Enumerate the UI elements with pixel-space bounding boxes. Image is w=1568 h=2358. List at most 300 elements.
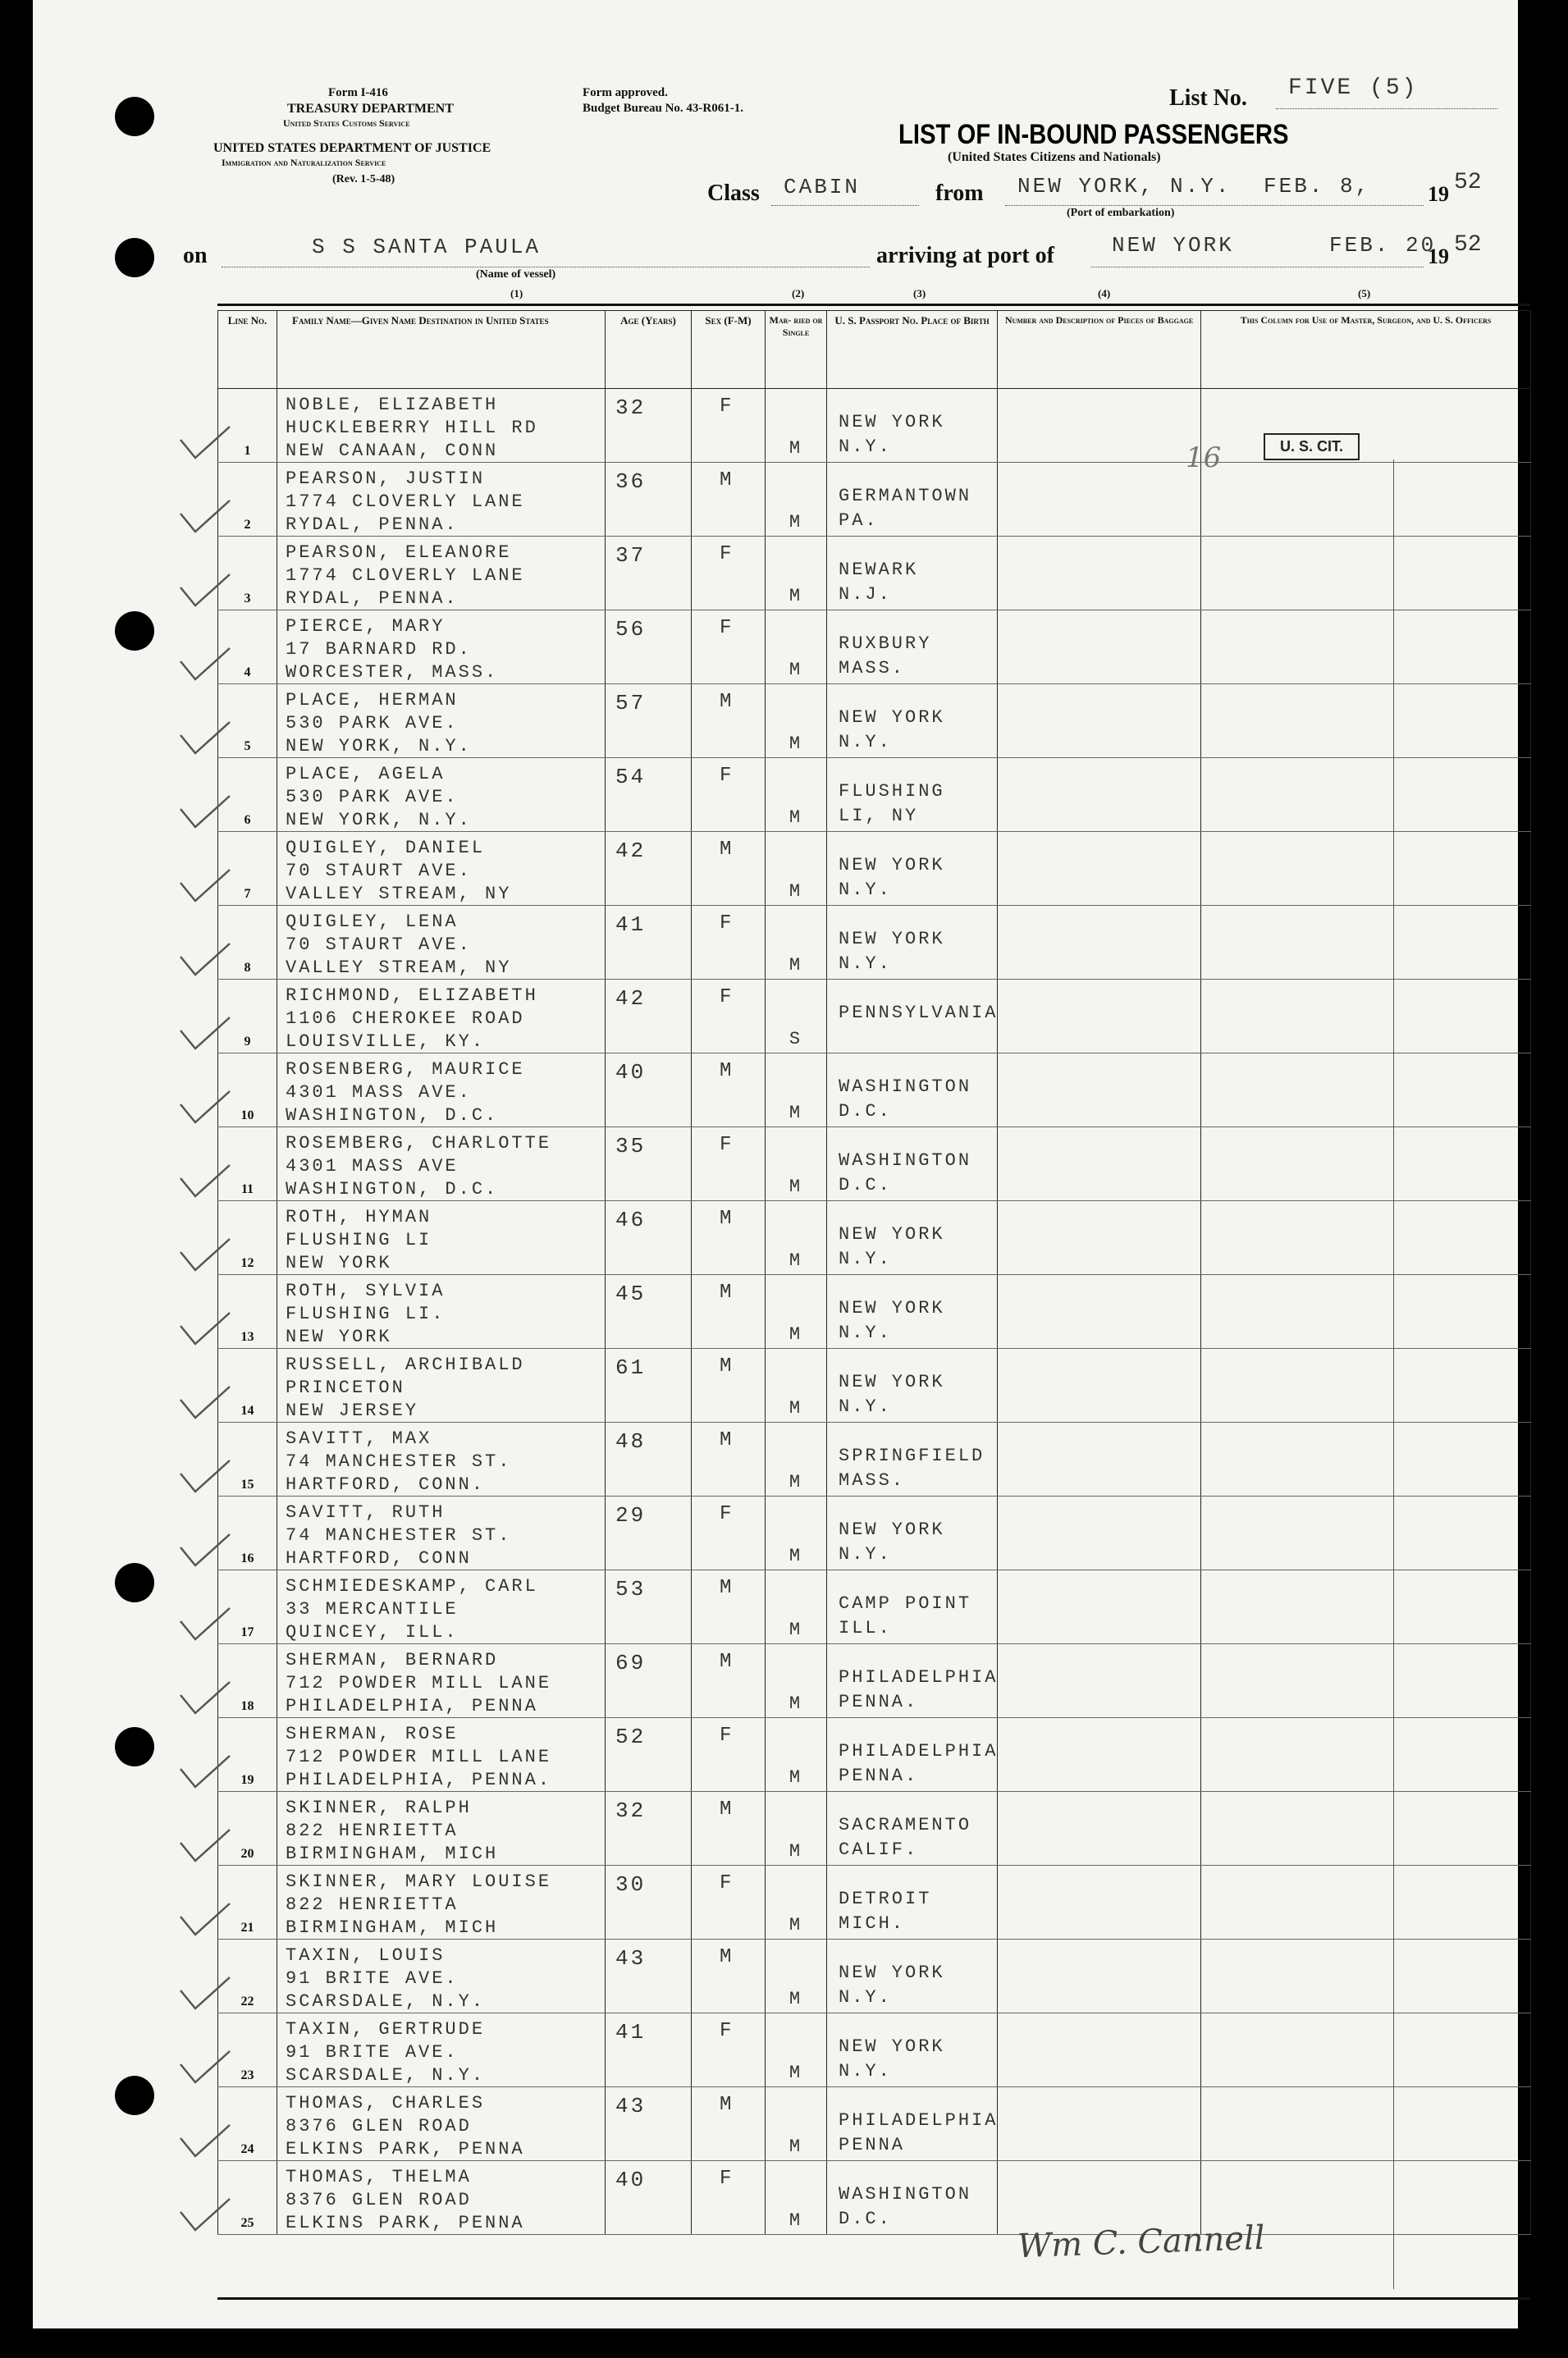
table-row — [218, 906, 1531, 980]
sex-cell — [692, 1718, 766, 1792]
sex-value: F — [720, 2168, 734, 2190]
checkmark-icon — [176, 1234, 233, 1275]
officer-signature: Wm C. Cannell — [1017, 2219, 1266, 2266]
age-value: 54 — [615, 765, 647, 789]
line-cell — [218, 1201, 277, 1275]
birthplace-cell — [827, 463, 998, 537]
table-row — [218, 1497, 1531, 1570]
baggage-cell — [998, 980, 1201, 1053]
line-cell — [218, 832, 277, 906]
birthplace-line-1: SPRINGFIELD — [839, 1446, 985, 1466]
passenger-name: TAXIN, LOUIS — [286, 1945, 446, 1966]
baggage-cell — [998, 906, 1201, 980]
passenger-name: PLACE, HERMAN — [286, 690, 459, 711]
baggage-cell — [998, 1497, 1201, 1570]
birthplace-line-2: PA. — [839, 510, 879, 531]
married-cell — [766, 1718, 827, 1792]
line-number: 11 — [240, 1182, 254, 1196]
birthplace-line-1: WASHINGTON — [839, 2184, 972, 2205]
age-cell — [606, 906, 692, 980]
sex-value: F — [720, 617, 734, 639]
marital-value: M — [789, 1620, 803, 1640]
table-row — [218, 1718, 1531, 1792]
line-number: 19 — [240, 1773, 254, 1787]
punch-hole-icon — [115, 2076, 154, 2115]
passenger-name: TAXIN, GERTRUDE — [286, 2019, 486, 2040]
passenger-name: SAVITT, MAX — [286, 1428, 432, 1449]
line-number: 10 — [240, 1108, 254, 1122]
birthplace-line-2: N.Y. — [839, 2061, 892, 2082]
baggage-cell — [998, 463, 1201, 537]
age-value: 43 — [615, 2094, 647, 2118]
age-cell — [606, 1644, 692, 1718]
officers-cell — [1201, 758, 1531, 832]
birthplace-cell — [827, 1275, 998, 1349]
table-row — [218, 1053, 1531, 1127]
line-cell — [218, 980, 277, 1053]
name-cell — [277, 1866, 606, 1940]
officers-cell — [1201, 1792, 1531, 1866]
baggage-cell — [998, 1275, 1201, 1349]
sex-cell — [692, 980, 766, 1053]
name-cell — [277, 1127, 606, 1201]
married-cell — [766, 389, 827, 463]
passenger-name: ROTH, SYLVIA — [286, 1281, 446, 1301]
table-row — [218, 1423, 1531, 1497]
birthplace-line-2: D.C. — [839, 2209, 892, 2229]
embarkation-caption: (Port of embarkation) — [1067, 207, 1175, 219]
address-line-1: 91 BRITE AVE. — [286, 1968, 459, 1989]
line-number: 4 — [244, 665, 251, 679]
vessel-caption: (Name of vessel) — [476, 268, 556, 281]
officers-cell — [1201, 1053, 1531, 1127]
married-cell — [766, 684, 827, 758]
class-value: CABIN — [784, 175, 861, 199]
table-row — [218, 1201, 1531, 1275]
officers-cell — [1201, 980, 1531, 1053]
marital-value: M — [789, 1103, 803, 1123]
address-line-1: 70 STAURT AVE. — [286, 861, 472, 881]
table-row — [218, 684, 1531, 758]
treasury-department: TREASURY DEPARTMENT — [287, 102, 454, 116]
birthplace-cell — [827, 832, 998, 906]
address-line-1: 1106 CHEROKEE ROAD — [286, 1008, 525, 1029]
line-number: 5 — [244, 739, 251, 753]
birthplace-cell — [827, 684, 998, 758]
baggage-cell — [998, 1423, 1201, 1497]
married-cell — [766, 1792, 827, 1866]
age-value: 40 — [615, 2168, 647, 2192]
marital-value: M — [789, 2136, 803, 2157]
officers-cell — [1201, 1718, 1531, 1792]
customs-service: United States Customs Service — [283, 117, 410, 129]
sex-cell — [692, 1644, 766, 1718]
marital-value: M — [789, 1693, 803, 1714]
marital-value: M — [789, 733, 803, 754]
age-value: 42 — [615, 986, 647, 1011]
birthplace-cell — [827, 1792, 998, 1866]
line-cell — [218, 2087, 277, 2161]
col-age: Age (Years) — [606, 311, 692, 389]
marital-value: M — [789, 512, 803, 532]
married-cell — [766, 758, 827, 832]
birthplace-line-1: NEW YORK — [839, 707, 945, 728]
sex-value: F — [720, 986, 734, 1008]
marital-value: M — [789, 1472, 803, 1492]
age-cell — [606, 1866, 692, 1940]
checkmark-icon — [176, 1529, 233, 1570]
officers-cell — [1201, 389, 1531, 463]
officers-cell — [1201, 1866, 1531, 1940]
age-cell — [606, 1349, 692, 1423]
col-passport-birthplace: U. S. Passport No. Place of Birth — [827, 311, 998, 389]
address-line-2: SCARSDALE, N.Y. — [286, 1991, 486, 2012]
age-value: 29 — [615, 1503, 647, 1528]
baggage-cell — [998, 1866, 1201, 1940]
checkmark-icon — [176, 791, 233, 832]
line-number: 22 — [240, 1995, 254, 2008]
married-cell — [766, 2161, 827, 2235]
checkmark-icon — [176, 496, 233, 537]
officers-cell — [1201, 1349, 1531, 1423]
officers-cell — [1201, 1275, 1531, 1349]
budget-bureau: Budget Bureau No. 43-R061-1. — [583, 102, 743, 115]
birthplace-line-2: N.Y. — [839, 953, 892, 974]
birthplace-line-2: N.Y. — [839, 436, 892, 457]
name-cell — [277, 1423, 606, 1497]
married-cell — [766, 1349, 827, 1423]
age-value: 56 — [615, 617, 647, 642]
table-row — [218, 1792, 1531, 1866]
baggage-cell — [998, 1201, 1201, 1275]
married-cell — [766, 1570, 827, 1644]
married-cell — [766, 1127, 827, 1201]
address-line-2: BIRMINGHAM, MICH — [286, 1844, 499, 1864]
birthplace-line-2: N.Y. — [839, 1323, 892, 1343]
address-line-1: 4301 MASS AVE — [286, 1156, 459, 1177]
passenger-name: SHERMAN, ROSE — [286, 1724, 459, 1744]
checkmark-icon — [176, 1972, 233, 2013]
baggage-cell — [998, 2013, 1201, 2087]
married-cell — [766, 1866, 827, 1940]
table-row — [218, 537, 1531, 610]
checkmark-icon — [176, 1160, 233, 1201]
age-cell — [606, 2087, 692, 2161]
sex-cell — [692, 537, 766, 610]
line-cell — [218, 389, 277, 463]
birthplace-cell — [827, 1497, 998, 1570]
married-cell — [766, 1497, 827, 1570]
married-cell — [766, 906, 827, 980]
birthplace-cell — [827, 1644, 998, 1718]
line-number: 14 — [240, 1404, 254, 1418]
name-cell — [277, 1792, 606, 1866]
address-line-1: 17 BARNARD RD. — [286, 639, 472, 660]
officers-cell — [1201, 2087, 1531, 2161]
birthplace-line-1: NEW YORK — [839, 1963, 945, 1983]
birthplace-line-1: DETROIT — [839, 1889, 932, 1909]
name-cell — [277, 2087, 606, 2161]
officers-cell — [1201, 2013, 1531, 2087]
passenger-table — [217, 310, 1531, 2235]
address-line-1: 33 MERCANTILE — [286, 1599, 459, 1620]
officers-cell — [1201, 1497, 1531, 1570]
age-cell — [606, 1940, 692, 2013]
birthplace-line-1: NEW YORK — [839, 2036, 945, 2057]
sex-cell — [692, 2161, 766, 2235]
line-cell — [218, 1718, 277, 1792]
line-number: 12 — [240, 1256, 254, 1270]
on-label: on — [183, 243, 208, 268]
name-cell — [277, 2013, 606, 2087]
form-approved: Form approved. — [583, 86, 668, 99]
address-line-1: 712 POWDER MILL LANE — [286, 1673, 552, 1693]
birthplace-cell — [827, 2087, 998, 2161]
age-value: 53 — [615, 1577, 647, 1602]
line-number: 13 — [240, 1330, 254, 1344]
marital-value: M — [789, 1177, 803, 1197]
passenger-name: ROSEMBERG, CHARLOTTE — [286, 1133, 552, 1154]
married-cell — [766, 2013, 827, 2087]
address-line-1: 70 STAURT AVE. — [286, 935, 472, 955]
address-line-2: PHILADELPHIA, PENNA — [286, 1696, 538, 1716]
name-cell — [277, 980, 606, 1053]
arrival-year-prefix: 19 — [1428, 244, 1449, 268]
checkmark-icon — [176, 1825, 233, 1866]
line-cell — [218, 684, 277, 758]
passenger-name: PEARSON, JUSTIN — [286, 468, 486, 489]
address-line-2: NEW YORK, N.Y. — [286, 810, 472, 830]
address-line-2: LOUISVILLE, KY. — [286, 1031, 486, 1052]
married-cell — [766, 463, 827, 537]
sex-value: M — [720, 1946, 734, 1968]
birthplace-cell — [827, 2013, 998, 2087]
sex-value: M — [720, 1429, 734, 1451]
address-line-1: HUCKLEBERRY HILL RD — [286, 418, 538, 438]
sex-cell — [692, 1940, 766, 2013]
age-value: 41 — [615, 2020, 647, 2045]
officers-cell — [1201, 537, 1531, 610]
col-num-5: (5) — [1358, 287, 1371, 299]
marital-value: M — [789, 586, 803, 606]
address-line-1: 74 MANCHESTER ST. — [286, 1525, 512, 1546]
table-row — [218, 758, 1531, 832]
checkmark-icon — [176, 2194, 233, 2235]
passenger-name: PEARSON, ELEANORE — [286, 542, 512, 563]
name-cell — [277, 1644, 606, 1718]
baggage-cell — [998, 1940, 1201, 2013]
line-cell — [218, 1866, 277, 1940]
birthplace-cell — [827, 1940, 998, 2013]
age-value: 42 — [615, 839, 647, 863]
age-cell — [606, 389, 692, 463]
married-cell — [766, 1644, 827, 1718]
age-value: 32 — [615, 395, 647, 420]
marital-value: M — [789, 1841, 803, 1862]
checkmark-icon — [176, 422, 233, 463]
birthplace-cell — [827, 389, 998, 463]
naturalization-service: Immigration and Naturalization Service — [222, 157, 386, 168]
sex-cell — [692, 1866, 766, 1940]
birthplace-line-2: N.Y. — [839, 1249, 892, 1269]
checkmark-icon — [176, 2120, 233, 2161]
line-cell — [218, 537, 277, 610]
line-cell — [218, 2161, 277, 2235]
table-row — [218, 2087, 1531, 2161]
table-row — [218, 610, 1531, 684]
line-cell — [218, 1792, 277, 1866]
table-row — [218, 1275, 1531, 1349]
sex-value: M — [720, 1651, 734, 1673]
marital-value: M — [789, 807, 803, 828]
baggage-cell — [998, 1570, 1201, 1644]
address-line-1: 530 PARK AVE. — [286, 787, 459, 807]
line-number: 18 — [240, 1699, 254, 1713]
address-line-2: QUINCEY, ILL. — [286, 1622, 459, 1643]
marital-value: M — [789, 1324, 803, 1345]
from-year: 52 — [1454, 170, 1482, 195]
col-num-3: (3) — [913, 287, 926, 299]
table-row — [218, 980, 1531, 1053]
sex-value: F — [720, 395, 734, 418]
birthplace-line-2: D.C. — [839, 1175, 892, 1195]
married-cell — [766, 980, 827, 1053]
name-cell — [277, 684, 606, 758]
address-line-2: HARTFORD, CONN. — [286, 1474, 486, 1495]
line-cell — [218, 906, 277, 980]
age-value: 61 — [615, 1355, 647, 1380]
address-line-1: 1774 CLOVERLY LANE — [286, 565, 525, 586]
arrival-port: NEW YORK — [1112, 233, 1234, 258]
sex-cell — [692, 1497, 766, 1570]
sex-cell — [692, 463, 766, 537]
marital-value: M — [789, 1989, 803, 2009]
address-line-1: 530 PARK AVE. — [286, 713, 459, 733]
line-cell — [218, 463, 277, 537]
sex-cell — [692, 610, 766, 684]
checkmark-icon — [176, 569, 233, 610]
birthplace-line-2: N.Y. — [839, 1987, 892, 2008]
col-officers-use: This Column for Use of Master, Surgeon, and U. S. Officers — [1201, 311, 1531, 389]
birthplace-line-2: D.C. — [839, 1101, 892, 1122]
officers-cell — [1201, 1127, 1531, 1201]
birthplace-line-2: N.Y. — [839, 1544, 892, 1565]
checkmark-icon — [176, 1455, 233, 1497]
address-line-1: 91 BRITE AVE. — [286, 2042, 459, 2063]
line-cell — [218, 1570, 277, 1644]
checkmark-icon — [176, 2046, 233, 2087]
officers-cell — [1201, 684, 1531, 758]
sex-value: M — [720, 1355, 734, 1378]
table-row — [218, 1570, 1531, 1644]
birthplace-line-2: ILL. — [839, 1618, 892, 1638]
col-married: Mar- ried or Single — [766, 311, 827, 389]
table-row — [218, 1127, 1531, 1201]
birthplace-cell — [827, 1127, 998, 1201]
punch-hole-icon — [115, 1727, 154, 1766]
table-row — [218, 1866, 1531, 1940]
baggage-cell — [998, 1349, 1201, 1423]
sex-cell — [692, 389, 766, 463]
officers-cell — [1201, 1940, 1531, 2013]
marital-value: M — [789, 1250, 803, 1271]
birthplace-cell — [827, 1866, 998, 1940]
from-year-prefix: 19 — [1428, 182, 1449, 206]
line-cell — [218, 1053, 277, 1127]
line-number: 15 — [240, 1478, 254, 1492]
address-line-1: 822 HENRIETTA — [286, 1821, 459, 1841]
manifest-sheet — [33, 0, 1518, 2328]
name-cell — [277, 1053, 606, 1127]
baggage-cell — [998, 389, 1201, 463]
passenger-name: ROSENBERG, MAURICE — [286, 1059, 525, 1080]
sex-cell — [692, 832, 766, 906]
arriving-label: arriving at port of — [876, 243, 1054, 268]
address-line-1: 8376 GLEN ROAD — [286, 2190, 472, 2210]
baggage-cell — [998, 1053, 1201, 1127]
age-cell — [606, 1275, 692, 1349]
birthplace-cell — [827, 980, 998, 1053]
address-line-2: PHILADELPHIA, PENNA. — [286, 1770, 552, 1790]
sex-cell — [692, 1349, 766, 1423]
age-cell — [606, 1718, 692, 1792]
age-value: 57 — [615, 691, 647, 715]
birthplace-cell — [827, 610, 998, 684]
birthplace-line-1: CAMP POINT — [839, 1593, 972, 1614]
line-number: 16 — [240, 1551, 254, 1565]
married-cell — [766, 610, 827, 684]
checkmark-icon — [176, 1382, 233, 1423]
sex-value: F — [720, 1503, 734, 1525]
address-line-2: WASHINGTON, D.C. — [286, 1105, 499, 1126]
birthplace-line-1: WASHINGTON — [839, 1150, 972, 1171]
age-cell — [606, 1053, 692, 1127]
age-value: 43 — [615, 1946, 647, 1971]
sex-cell — [692, 1275, 766, 1349]
sex-value: F — [720, 543, 734, 565]
col-sex: Sex (F-M) — [692, 311, 766, 389]
sex-cell — [692, 1127, 766, 1201]
from-value: NEW YORK, N.Y. — [1017, 174, 1232, 199]
birthplace-line-2: MASS. — [839, 658, 906, 679]
age-value: 37 — [615, 543, 647, 568]
checkmark-icon — [176, 1012, 233, 1053]
address-line-2: VALLEY STREAM, NY — [286, 884, 512, 904]
officers-cell — [1201, 463, 1531, 537]
table-row — [218, 463, 1531, 537]
name-cell — [277, 1497, 606, 1570]
birthplace-cell — [827, 2161, 998, 2235]
line-cell — [218, 2013, 277, 2087]
address-line-1: FLUSHING LI. — [286, 1304, 446, 1324]
address-line-2: WORCESTER, MASS. — [286, 662, 499, 683]
married-cell — [766, 2087, 827, 2161]
age-cell — [606, 2013, 692, 2087]
age-value: 32 — [615, 1798, 647, 1823]
age-cell — [606, 1127, 692, 1201]
vessel-name: S S SANTA PAULA — [312, 235, 542, 259]
sex-value: M — [720, 2094, 734, 2116]
age-cell — [606, 463, 692, 537]
birthplace-line-2: LI, NY — [839, 806, 919, 826]
age-value: 52 — [615, 1725, 647, 1749]
baggage-cell — [998, 1644, 1201, 1718]
revision: (Rev. 1-5-48) — [332, 173, 395, 185]
passenger-name: ROTH, HYMAN — [286, 1207, 432, 1227]
baggage-cell — [998, 2087, 1201, 2161]
age-cell — [606, 980, 692, 1053]
birthplace-line-2: N.J. — [839, 584, 892, 605]
